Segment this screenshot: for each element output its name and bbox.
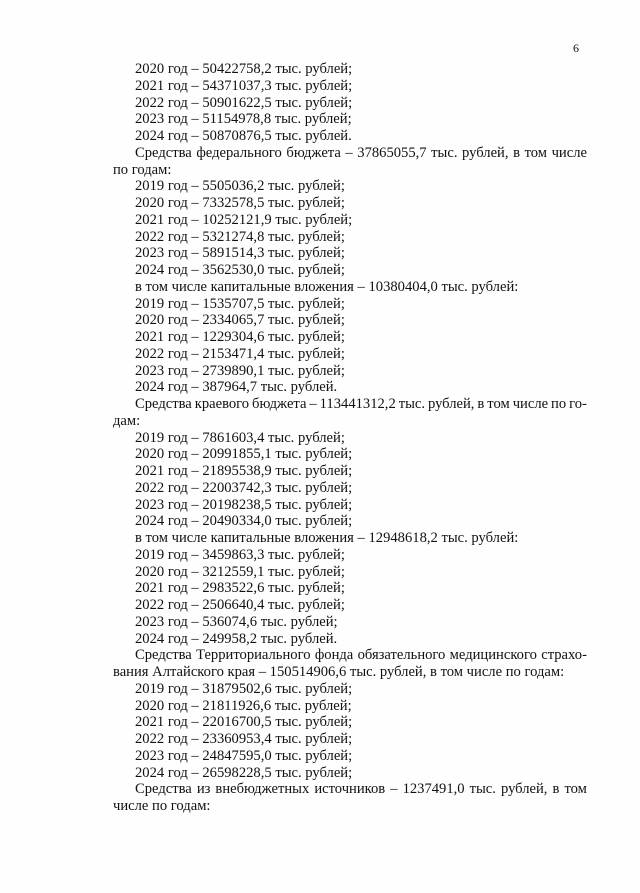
text-line: Средства краевого бюджета – 113441312,2 тыс. рублей, в том числе по го- (135, 396, 587, 412)
page-number: 6 (573, 41, 579, 55)
text-line: 2022 год – 23360953,4 тыс. рублей; (135, 731, 353, 747)
text-line: 2023 год – 536074,6 тыс. рублей; (135, 613, 338, 630)
text-line: в том числе капитальные вложения – 10380404,0 тыс. рублей: (135, 278, 519, 295)
text-line: по годам: (113, 161, 172, 178)
text-line: 2022 год – 22003742,3 тыс. рублей; (135, 479, 353, 496)
text-line: 2021 год – 22016700,5 тыс. рублей; (135, 714, 353, 731)
text-line: 2024 год – 249958,2 тыс. рублей. (135, 630, 338, 647)
text-line: 2020 год – 20991855,1 тыс. рублей; (135, 446, 353, 463)
text-line: 2022 год – 50901622,5 тыс. рублей; (135, 94, 353, 111)
text-line: 2022 год – 2506640,4 тыс. рублей; (135, 597, 345, 613)
text-line: 2023 год – 2739890,1 тыс. рублей; (135, 362, 345, 379)
text-line: 2024 год – 50870876,5 тыс. рублей. (135, 128, 352, 144)
text-line: 2022 год – 2153471,4 тыс. рублей; (135, 345, 345, 362)
text-line: 2020 год – 50422758,2 тыс. рублей; (135, 61, 353, 77)
text-line: дам: (113, 412, 141, 429)
text-line: 2024 год – 20490334,0 тыс. рублей; (135, 513, 353, 530)
text-line: 2024 год – 26598228,5 тыс. рублей; (135, 764, 353, 781)
text-line: 2023 год – 5891514,3 тыс. рублей; (135, 245, 345, 262)
text-line: 2020 год – 21811926,6 тыс. рублей; (135, 697, 352, 714)
text-line: 2023 год – 24847595,0 тыс. рублей; (135, 747, 353, 764)
text-line: 2024 год – 3562530,0 тыс. рублей; (135, 262, 345, 278)
text-line: 2024 год – 387964,7 тыс. рублей. (135, 379, 338, 396)
text-line: вания Алтайского края – 150514906,6 тыс. рублей, в том числе по годам: (113, 664, 565, 680)
text-line: в том числе капитальные вложения – 12948618,2 тыс. рублей: (135, 530, 519, 546)
text-line: 2019 год – 1535707,5 тыс. рублей; (135, 295, 345, 312)
text-line: 2022 год – 5321274,8 тыс. рублей; (135, 228, 345, 245)
text-line: 2020 год – 3212559,1 тыс. рублей; (135, 563, 345, 580)
text-line: 2019 год – 31879502,6 тыс. рублей; (135, 680, 353, 697)
text-line: 2019 год – 5505036,2 тыс. рублей; (135, 178, 345, 195)
text-line: 2023 год – 20198238,5 тыс. рублей; (135, 496, 353, 513)
text-line: Средства федерального бюджета – 37865055,7 тыс. рублей, в том числе (135, 144, 587, 161)
text-line: Средства из внебюджетных источников – 1237491,0 тыс. рублей, в том (135, 781, 587, 798)
text-line: 2023 год – 51154978,8 тыс. рублей; (135, 111, 352, 128)
text-line: 2019 год – 7861603,4 тыс. рублей; (135, 429, 345, 446)
text-line: 2021 год – 21895538,9 тыс. рублей; (135, 463, 353, 479)
text-line: 2020 год – 7332578,5 тыс. рублей; (135, 195, 345, 211)
text-line: числе по годам: (113, 798, 211, 814)
text-line: 2021 год – 54371037,3 тыс. рублей; (135, 77, 353, 94)
text-line: Средства Территориального фонда обязательного медицинского страхо- (135, 647, 587, 664)
text-line: 2021 год – 10252121,9 тыс. рублей; (135, 211, 353, 228)
text-line: 2021 год – 2983522,6 тыс. рублей; (135, 580, 345, 597)
text-line: 2019 год – 3459863,3 тыс. рублей; (135, 546, 345, 563)
text-line: 2021 год – 1229304,6 тыс. рублей; (135, 329, 345, 345)
text-line: 2020 год – 2334065,7 тыс. рублей; (135, 312, 345, 329)
